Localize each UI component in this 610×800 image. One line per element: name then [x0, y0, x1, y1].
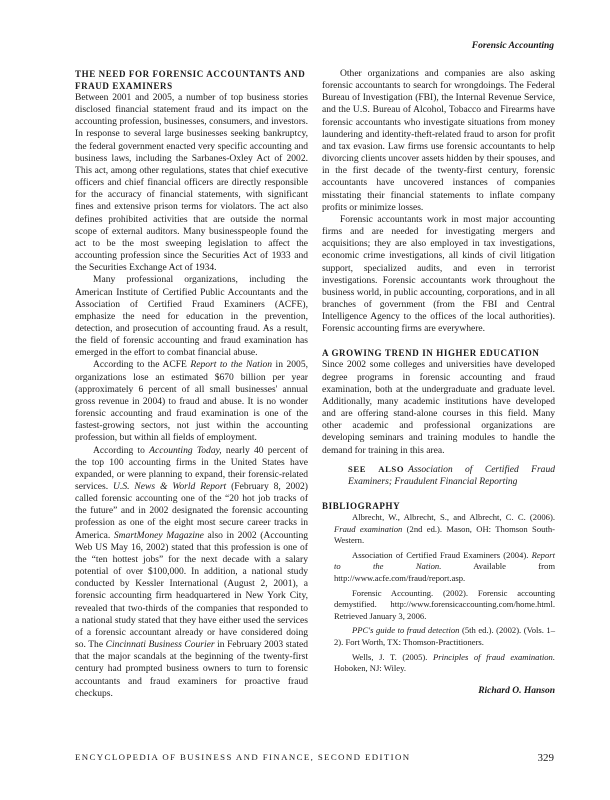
paragraph: According to Accounting Today, nearly 40 percent of the top 100 accounting firms in the United States have expanded, or were planning to expand, their forensic-related services. U.S. News & World Report (February 8, 2002) called forensic accounting one of the “20 hot job tracks of the future” and in 2002 designated the forensic accounting profession as one of the eight most secure career tracks in America. SmartMoney Magazine also in 2002 (Accounting Web US May 16, 2002) stated that this profession is one of the “ten hottest jobs” for the next decade with a salary potential of over $100,000. In addition, a national study conducted by Kessler International (August 2, 2001), a forensic accounting firm headquartered in New York City, revealed that two-thirds of the companies that responded to a national study stated that they have either used the services of a forensic accountant already or have considered doing so. The Cincinnati Business Courier in February 2003 stated that the major scandals at the beginning of the twenty-first century had prompted business owners to turn to forensic accountants and fraud examiners for proactive fraud checkups. [75, 444, 309, 699]
bibliography-list [322, 512, 555, 675]
bibliography-heading: BIBLIOGRAPHY [322, 501, 401, 511]
cited-title: Report to the Nation [190, 359, 273, 371]
paragraph: Since 2002 some colleges and universities have developed degree programs in forensic accounting and fraud examination, both at the undergraduate and graduate level. Additionally, many academic institutions have developed and are offering stand-alone courses in this field. Many other academic and professional organizations are developing seminars and training modules to handle the demand for training in this area. [322, 359, 555, 456]
paragraph: According to the ACFE Report to the Nation in 2005, organizations lose an estimated $670 billion per year (approximately 6 percent of all small businesses' annual gross revenue in 2004) to fraud and abuse. It is no wonder forensic accounting and fraud examination is one of the fastest-growing sectors, not just within the accounting profession, but within all fields of employment. [75, 359, 308, 444]
see-also-label: SEE ALSO [348, 463, 405, 474]
cited-title: SmartMoney Magazine [113, 529, 204, 541]
page-footer [75, 752, 554, 762]
section-heading-trend: A GROWING TREND IN HIGHER EDUCATION [322, 348, 540, 359]
running-head: Forensic Accounting [471, 41, 554, 51]
bibliography-entry: Association of Certified Fraud Examiners (2004). Report to the Nation. Available from http://www.acfe.com/fraud/report.asp. [334, 549, 556, 583]
cited-title: U.S. News & World Report [113, 481, 227, 492]
bibliography-entry: Forensic Accounting. (2002). Forensic accounting demystified. http://www.forensicaccounting.com/home.html. Retrieved January 3, 2006. [334, 587, 555, 621]
bibliography-entry: PPC's guide to fraud detection (5th ed.). (2002). (Vols. 1–2). Fort Worth, TX: Thomson-Practitioners. [334, 625, 555, 647]
cited-title: Accounting Today, [149, 444, 222, 456]
paragraph: Many professional organizations, including the American Institute of Certified Public Accountants and the Association of Certified Fraud Examiners (ACFE), emphasize the need for education in the prevention, detection, and prosecution of accounting fraud. As a result, the field of forensic accounting and fraud examination has emerged in the effort to combat financial abuse. [75, 274, 308, 359]
bibliography-entry: Wells, J. T. (2005). Principles of fraud examination. Hoboken, NJ: Wiley. [334, 651, 555, 674]
right-column [322, 68, 555, 697]
bibliography-entry: Albrecht, W., Albrecht, S., and Albrecht, C. C. (2006). Fraud examination (2nd ed.). Mason, OH: Thomson South-Western. [334, 512, 555, 546]
left-column [75, 68, 308, 700]
see-also [322, 463, 555, 488]
paragraph: Between 2001 and 2005, a number of top business stories disclosed financial statement fraud and its impact on the accounting profession, businesses, consumers, and investors. In response to several large businesses seeking bankruptcy, the federal government enacted very specific accounting and business laws, including the Sarbanes-Oxley Act of 2002. This act, among other regulations, states that chief executive officers and chief financial officers are directly responsible for the accuracy of financial statements, with significant fines and extensive prison terms for violators. The act also defines prohibited activities that are outside the normal scope of external auditors. Many businesspeople found the act to be the most sweeping legislation to affect the accounting profession since the Securities Act of 1933 and the Securities Exchange Act of 1934. [75, 92, 308, 274]
cited-title: Cincinnati Business Courier [105, 639, 215, 651]
article-author: Richard O. Hanson [478, 685, 555, 696]
section-heading-need: THE NEED FOR FORENSIC ACCOUNTANTS AND FRAUD EXAMINERS [75, 69, 306, 91]
paragraph: Forensic accountants work in most major accounting firms and are needed for investigating mergers and acquisitions; they are also employed in tax investigations, economic crime investigations, all kinds of civil litigation support, specialized audits, and even in terrorist investigations. Forensic accountants work throughout the business world, in public accounting, corporations, and in all branches of government (from the FBI and Central Intelligence Agency to the offices of the local authorities). Forensic accounting firms are everywhere. [322, 213, 555, 335]
see-also-refs: Association of Certified Fraud Examiners; Fraudulent Financial Reporting [348, 463, 555, 487]
book-title: ENCYCLOPEDIA OF BUSINESS AND FINANCE, SECOND EDITION [75, 752, 411, 762]
paragraph: Other organizations and companies are also asking forensic accountants to search for wrongdoings. The Federal Bureau of Investigation (FBI), the Internal Revenue Service, and the U.S. Bureau of Alcohol, Tobacco and Firearms have forensic accountants who investigate situations from money laundering and identity-theft-related fraud to arson for profit and tax evasion. Law firms use forensic accountants to help divorcing clients uncover assets hidden by their spouses, and in the first decade of the twenty-first century, forensic accountants have uncovered instances of companies misstating their financial statements to inflate company profits or minimize losses. [322, 68, 555, 213]
page-number: 329 [537, 752, 554, 764]
